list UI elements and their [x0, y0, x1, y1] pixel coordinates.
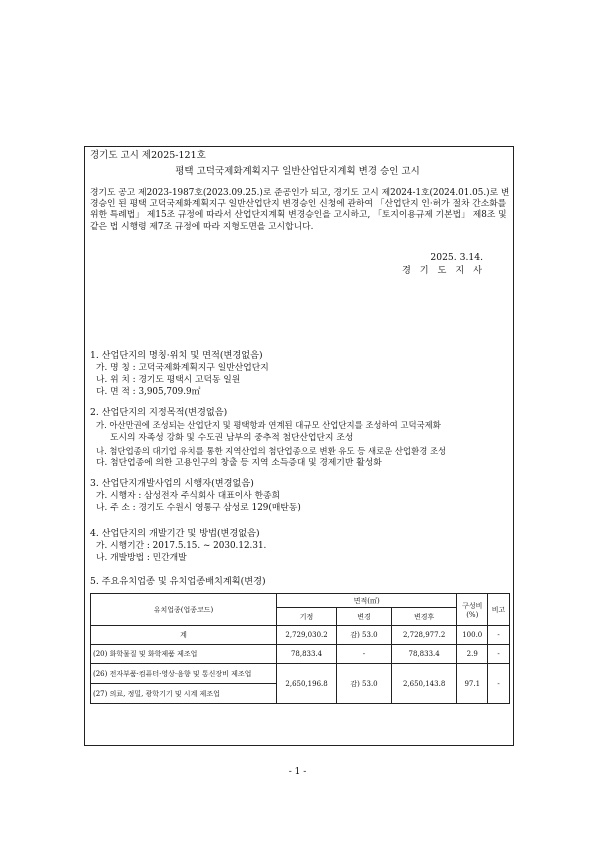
header-change: 변경	[337, 608, 392, 626]
issuer-name: 경 기 도 지 사	[401, 265, 485, 276]
table-row	[91, 626, 510, 645]
section-2-item: 나. 첨단업종의 대기업 유치를 통한 지역산업의 첨단업종으로 변환 유도 등 새로운 산업환경 조성	[96, 446, 447, 456]
notice-body: 경기도 공고 제2023-1987호(2023.09.25.)로 준공인가 되고, 경기도 고시 제2024-1호(2024.01.05.)로 변경승인 된 평택 고덕국제화계획지구 일반산업단지 변경승인 신청에 관하여 「산업단지 인·허가 절차 간소화를 위한 특례법」 제15조 규정에 따라서 산업단지계획 변경승인을 고시하고, 「토지이용규제 기본법」 제8조 및 같은 법 시행령 제7조 규정에 따라 지형도면을 고시합니다.	[90, 188, 510, 232]
row-name: (26) 전자부품·컴퓨터·영상·음향 및 통신장비 제조업	[91, 664, 277, 684]
section-heading-4: 4. 산업단지의 개발기간 및 방법(변경없음)	[90, 528, 260, 539]
section-2-item: 다. 첨단업종에 의한 고용인구의 창출 등 지역 소득증대 및 경제기반 활성화	[96, 458, 382, 468]
notice-number: 경기도 고시 제2025-121호	[90, 150, 206, 161]
row-note: -	[488, 664, 510, 704]
section-4-item: 나. 개발방법 : 민간개발	[96, 553, 187, 563]
header-area: 면적(㎡)	[276, 594, 456, 608]
header-ratio: 구성비 (%)	[457, 594, 488, 626]
row-change: 감) 53.0	[337, 664, 392, 704]
header-note: 비고	[488, 594, 510, 626]
section-heading-1: 1. 산업단지의 명칭·위치 및 면적(변경없음)	[90, 350, 263, 361]
row-ratio: 100.0	[457, 626, 488, 645]
row-name: 계	[91, 626, 277, 645]
notice-date: 2025. 3.14.	[430, 252, 483, 263]
section-heading-5: 5. 주요유치업종 및 유치업종배치계획(변경)	[90, 576, 266, 587]
row-after: 2,728,977.2	[391, 626, 457, 645]
row-ratio: 97.1	[457, 664, 488, 704]
row-after: 2,650,143.8	[391, 664, 457, 704]
row-name: (27) 의료, 정밀, 광학기기 및 시계 제조업	[91, 684, 277, 704]
header-industry: 유치업종(업종코드)	[91, 594, 277, 626]
table-row	[91, 645, 510, 664]
row-after: 78,833.4	[391, 645, 457, 664]
section-1-item: 나. 위 치 : 경기도 평택시 고덕동 일원	[96, 375, 241, 385]
section-2-item: 가. 아산만권에 조성되는 산업단지 및 평택항과 연계된 대규모 산업단지를 조성하여 고덕국제화	[96, 420, 441, 430]
section-4-item: 가. 시행기간 : 2017.5.15. ~ 2030.12.31.	[96, 541, 267, 551]
page-number: - 1 -	[288, 767, 307, 777]
row-before: 2,729,030.2	[276, 626, 336, 645]
section-1-item: 다. 면 적 : 3,905,709.9㎡	[96, 387, 201, 397]
header-after: 변경후	[391, 608, 457, 626]
industry-allocation-table	[90, 593, 510, 704]
row-before: 2,650,196.8	[276, 664, 336, 704]
section-3-item: 나. 주 소 : 경기도 수원시 영통구 삼성로 129(매탄동)	[96, 503, 301, 513]
row-note: -	[488, 645, 510, 664]
section-heading-3: 3. 산업단지개발사업의 시행자(변경없음)	[90, 478, 254, 489]
table-row	[91, 664, 510, 684]
row-note: -	[488, 626, 510, 645]
section-1-item: 가. 명 칭 : 고덕국제화계획지구 일반산업단지	[96, 363, 269, 373]
document-title: 평택 고덕국제화계획지구 일반산업단지계획 변경 승인 고시	[175, 166, 420, 177]
row-ratio: 2.9	[457, 645, 488, 664]
row-change: -	[337, 645, 392, 664]
row-name: (20) 화학물질 및 화학제품 제조업	[91, 645, 277, 664]
row-change: 감) 53.0	[337, 626, 392, 645]
section-3-item: 가. 시행자 : 삼성전자 주식회사 대표이사 한종희	[96, 491, 280, 501]
section-heading-2: 2. 산업단지의 지정목적(변경없음)	[90, 407, 228, 418]
section-2-item: 도시의 자족성 강화 및 수도권 남부의 중추적 첨단산업단지 조성	[110, 433, 354, 443]
header-before: 기정	[276, 608, 336, 626]
row-before: 78,833.4	[276, 645, 336, 664]
